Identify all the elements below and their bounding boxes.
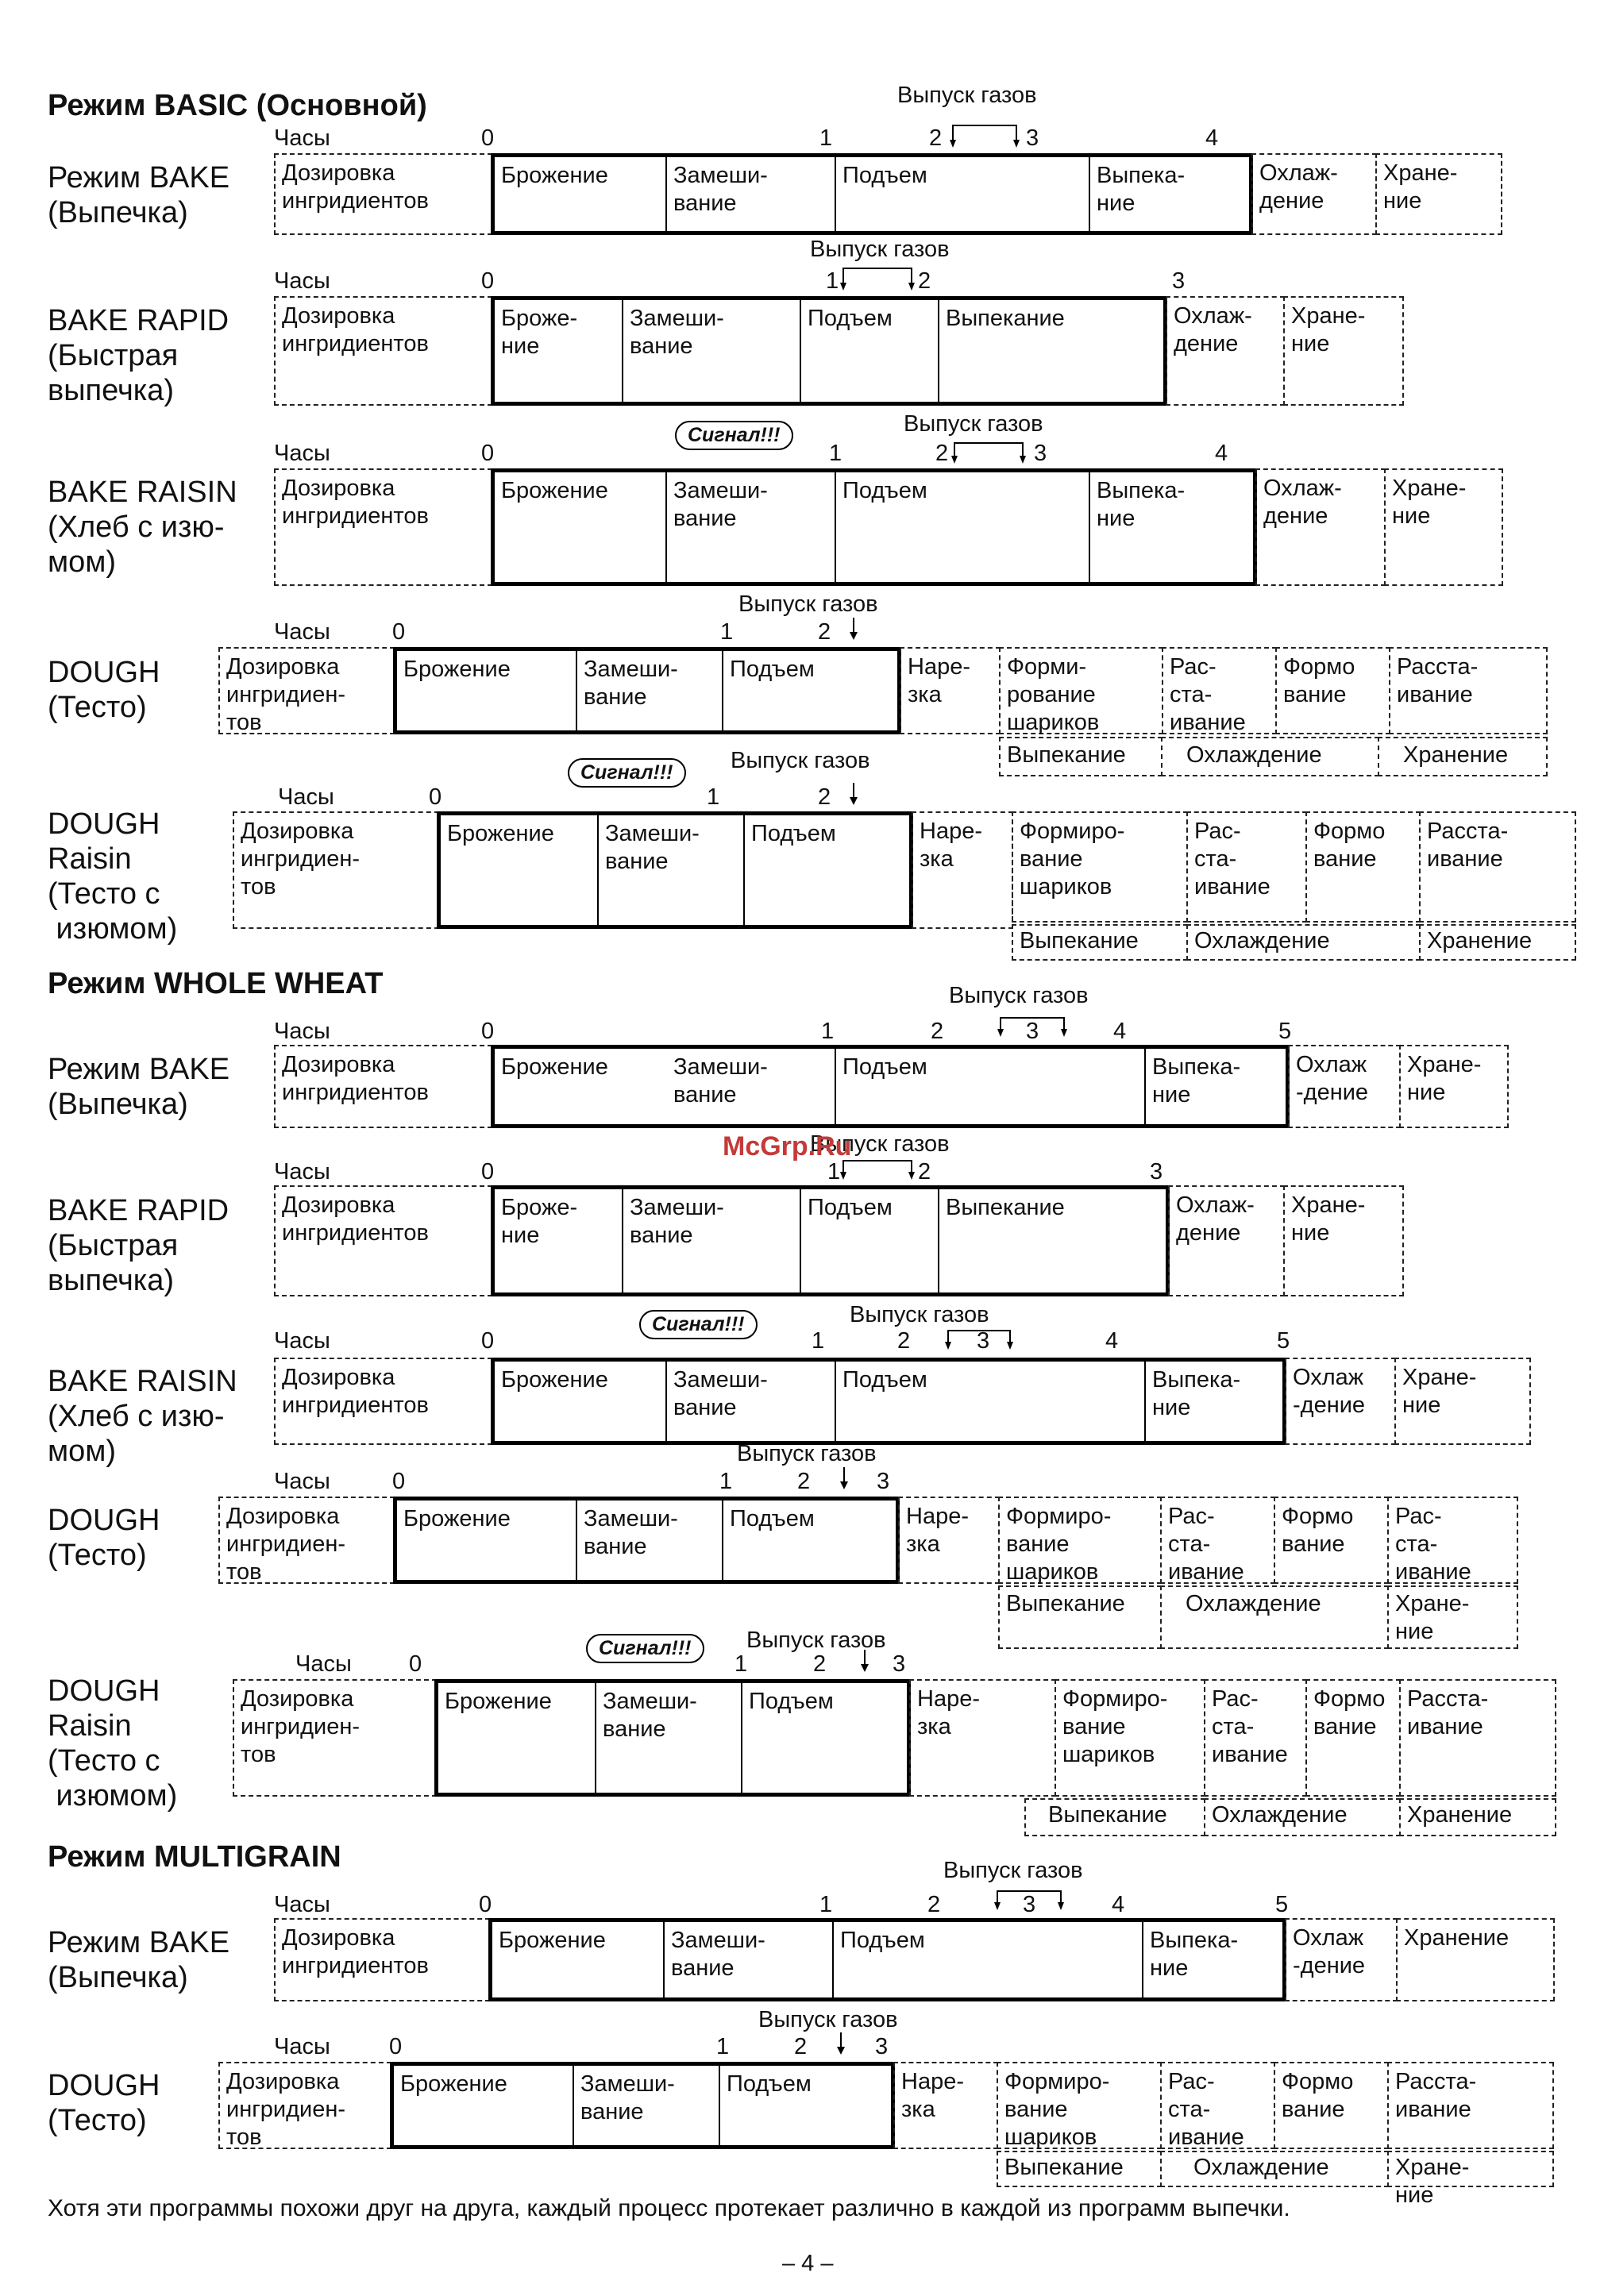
phase-cutting: Наре- зка: [909, 1679, 1056, 1797]
gas-release-arrow-icon: [994, 1013, 1070, 1042]
phase-fermentation: Брожение: [501, 1054, 608, 1080]
hour-mark: 2: [818, 619, 831, 645]
hour-mark: 2: [929, 125, 943, 151]
signal-bubble: Сигнал!!!: [586, 1634, 704, 1663]
phase-dosing: Дозировка ингридиен- тов: [233, 811, 439, 929]
hour-mark: 1: [829, 441, 842, 466]
hour-mark: 1: [707, 784, 720, 810]
hour-mark: 2: [818, 784, 831, 810]
phase-forming: Формо вание: [1274, 2062, 1389, 2149]
phase-baking-optional: Выпекание: [999, 737, 1163, 776]
hour-mark: 1: [827, 1159, 841, 1185]
phase-baking: Выпекание: [946, 306, 1065, 331]
row-label-basic-raisin: BAKE RAISIN (Хлеб с изю- мом): [48, 476, 237, 579]
hour-mark: 0: [481, 125, 495, 151]
main-cycle-box: [491, 1185, 1170, 1296]
hour-mark: 0: [392, 619, 406, 645]
hour-mark: 0: [392, 1469, 406, 1494]
hour-mark: 1: [826, 268, 839, 294]
hour-mark: 5: [1275, 1892, 1289, 1917]
gas-release-arrow-icon: [848, 781, 859, 807]
hour-mark: 0: [481, 1019, 495, 1044]
phase-dosing: Дозировка ингридиен- тов: [218, 2062, 391, 2149]
hour-mark: 3: [1026, 125, 1039, 151]
phase-proofing-2: Расста- ивание: [1419, 811, 1576, 923]
hour-mark: 2: [794, 2034, 808, 2059]
main-cycle-box: [491, 1358, 1286, 1445]
main-cycle-box: [491, 153, 1253, 235]
phase-storage: Хране- ние: [1375, 153, 1502, 235]
phase-baking-optional: Выпекание: [998, 1585, 1162, 1649]
hours-label: Часы: [274, 2034, 330, 2059]
gas-release-label: Выпуск газов: [943, 1858, 1083, 1883]
phase-fermentation: Броже- ние: [501, 306, 578, 359]
row-label-ww-rapid: BAKE RAPID (Быстрая выпечка): [48, 1194, 229, 1297]
gas-release-arrow-icon: [839, 1466, 850, 1491]
phase-baking: Выпека- ние: [1097, 163, 1186, 216]
phase-rise: Подъем: [840, 1928, 925, 1953]
hour-mark: 3: [1172, 268, 1186, 294]
phase-proofing: Рас- ста- ивание: [1160, 2062, 1275, 2149]
phase-storage: Хране- ние: [1283, 296, 1404, 406]
hour-mark: 4: [1105, 1328, 1119, 1354]
phase-rise: Подъем: [842, 163, 927, 188]
footnote: Хотя эти программы похожи друг на друга, каждый процесс протекает различно в каждой из программ выпечки.: [48, 2195, 1290, 2221]
phase-storage: Хране- ние: [1394, 1358, 1531, 1445]
hours-label: Часы: [274, 1328, 330, 1354]
phase-forming: Формо вание: [1275, 647, 1390, 734]
main-cycle-box: [491, 468, 1257, 586]
hour-mark: 1: [735, 1651, 748, 1677]
gas-release-arrow-icon: [835, 2031, 846, 2056]
hour-mark: 3: [1150, 1159, 1163, 1185]
gas-release-label: Выпуск газов: [746, 1628, 886, 1653]
section-heading-multigrain: Режим MULTIGRAIN: [48, 1840, 341, 1874]
phase-proofing-2: Расста- ивание: [1387, 2062, 1554, 2149]
phase-storage: Хране- ние: [1399, 1045, 1509, 1128]
phase-forming-balls: Формиро- вание шариков: [997, 2062, 1162, 2149]
phase-kneading: Замеши- вание: [603, 1689, 697, 1742]
gas-release-label: Выпуск газов: [850, 1302, 989, 1327]
section-heading-whole-wheat: Режим WHOLE WHEAT: [48, 967, 384, 1000]
phase-cooling-optional: Охлаждение: [1186, 924, 1421, 961]
main-cycle-box: [434, 1679, 911, 1797]
main-cycle-box: [488, 1918, 1286, 2001]
phase-kneading: Замеши- вание: [605, 821, 700, 874]
phase-kneading: Замеши- вание: [673, 478, 768, 531]
hour-mark: 4: [1113, 1019, 1127, 1044]
phase-storage: Хранение: [1396, 1918, 1555, 2001]
hour-mark: 3: [1026, 1019, 1039, 1044]
phase-baking: Выпека- ние: [1152, 1054, 1241, 1108]
phase-dosing: Дозировка ингридиен- тов: [218, 647, 395, 734]
gas-release-arrow-icon: [848, 616, 859, 641]
signal-bubble: Сигнал!!!: [675, 421, 793, 450]
hour-mark: 1: [812, 1328, 825, 1354]
hours-label: Часы: [278, 784, 334, 810]
row-label-mg-bake: Режим BAKE (Выпечка): [48, 1926, 230, 1994]
hour-mark: 1: [819, 1892, 833, 1917]
row-label-ww-dough-raisin: DOUGH Raisin (Тесто с изюмом): [48, 1674, 178, 1813]
phase-dosing: Дозировка ингридиентов: [274, 296, 492, 406]
phase-rise: Подъем: [727, 2071, 812, 2097]
gas-release-arrow-icon: [942, 1326, 1018, 1354]
phase-dosing: Дозировка ингридиентов: [274, 1185, 492, 1296]
phase-kneading: Замеши- вание: [630, 1195, 724, 1248]
phase-cooling-optional: Охлаждение: [1160, 2151, 1389, 2187]
phase-dosing: Дозировка ингридиен- тов: [218, 1497, 395, 1584]
hours-label: Часы: [295, 1651, 352, 1677]
phase-rise: Подъем: [808, 1195, 893, 1220]
hour-mark: 1: [719, 1469, 733, 1494]
phase-kneading: Замеши- вание: [673, 1054, 768, 1108]
phase-baking-optional: Выпекание: [997, 2151, 1162, 2187]
hours-label: Часы: [274, 1892, 330, 1917]
phase-cutting: Наре- зка: [912, 811, 1013, 929]
hour-mark: 3: [1023, 1892, 1036, 1917]
gas-release-arrow-icon: [840, 264, 916, 295]
hour-mark: 3: [893, 1651, 906, 1677]
gas-release-label: Выпуск газов: [737, 1441, 877, 1466]
phase-cooling: Охлаж- дение: [1168, 1185, 1285, 1296]
hour-mark: 2: [813, 1651, 827, 1677]
main-cycle-box: [390, 2062, 895, 2149]
row-label-ww-raisin: BAKE RAISIN (Хлеб с изю- мом): [48, 1365, 237, 1468]
phase-fermentation: Брожение: [501, 163, 608, 188]
hour-mark: 3: [1034, 441, 1047, 466]
phase-baking: Выпека- ние: [1097, 478, 1186, 531]
row-label-ww-dough: DOUGH (Тесто): [48, 1504, 160, 1572]
hour-mark: 0: [389, 2034, 403, 2059]
gas-release-label: Выпуск газов: [810, 1131, 950, 1157]
main-cycle-box: [393, 1497, 900, 1584]
phase-dosing: Дозировка ингридиентов: [274, 1358, 492, 1445]
hours-label: Часы: [274, 1159, 330, 1185]
hour-mark: 1: [716, 2034, 730, 2059]
phase-baking: Выпека- ние: [1150, 1928, 1239, 1981]
phase-fermentation: Брожение: [447, 821, 554, 846]
hours-label: Часы: [274, 1019, 330, 1044]
phase-rise: Подъем: [842, 1054, 927, 1080]
hour-mark: 3: [875, 2034, 889, 2059]
phase-baking: Выпека- ние: [1152, 1367, 1241, 1420]
phase-fermentation: Брожение: [403, 1506, 511, 1531]
gas-release-arrow-icon: [951, 438, 1029, 467]
page-number: – 4 –: [782, 2251, 834, 2276]
row-label-ww-bake: Режим BAKE (Выпечка): [48, 1053, 230, 1121]
phase-fermentation: Брожение: [501, 478, 608, 503]
phase-proofing-2: Расста- ивание: [1399, 1679, 1556, 1797]
hour-mark: 1: [720, 619, 734, 645]
phase-forming-balls: Формиро- вание шариков: [1055, 1679, 1205, 1797]
phase-proofing-2: Рас- ста- ивание: [1387, 1497, 1518, 1584]
phase-kneading: Замеши- вание: [584, 657, 678, 710]
phase-storage: Хране- ние: [1283, 1185, 1404, 1296]
hour-mark: 1: [821, 1019, 835, 1044]
hour-mark: 0: [429, 784, 442, 810]
row-label-basic-rapid: BAKE RAPID (Быстрая выпечка): [48, 304, 229, 407]
phase-kneading: Замеши- вание: [580, 2071, 675, 2125]
phase-fermentation: Брожение: [499, 1928, 606, 1953]
hour-mark: 4: [1205, 125, 1219, 151]
phase-rise: Подъем: [842, 478, 927, 503]
main-cycle-box: [437, 811, 913, 929]
hour-mark: 0: [409, 1651, 422, 1677]
gas-release-label: Выпуск газов: [810, 237, 950, 262]
main-cycle-box: [491, 296, 1167, 406]
phase-storage-optional: Хране- ние: [1387, 2151, 1554, 2187]
phase-cutting: Наре- зка: [893, 2062, 998, 2149]
phase-proofing-2: Расста- ивание: [1389, 647, 1548, 734]
hour-mark: 3: [977, 1328, 990, 1354]
row-label-mg-dough: DOUGH (Тесто): [48, 2069, 160, 2137]
phase-baking-optional: Выпекание: [1012, 924, 1188, 961]
signal-bubble: Сигнал!!!: [639, 1310, 758, 1339]
gas-release-label: Выпуск газов: [738, 591, 878, 617]
hours-label: Часы: [274, 125, 330, 151]
phase-forming-balls: Форми- рование шариков: [999, 647, 1163, 734]
phase-cooling-optional: Охлаждение: [1160, 1585, 1389, 1649]
hour-mark: 0: [481, 1159, 495, 1185]
gas-release-arrow-icon: [859, 1648, 870, 1674]
hour-mark: 4: [1215, 441, 1228, 466]
hours-label: Часы: [274, 441, 330, 466]
phase-rise: Подъем: [751, 821, 836, 846]
hours-label: Часы: [274, 1469, 330, 1494]
hour-mark: 4: [1112, 1892, 1125, 1917]
phase-rise: Подъем: [808, 306, 893, 331]
phase-rise: Подъем: [730, 1506, 815, 1531]
hour-mark: 2: [918, 268, 931, 294]
phase-cutting: Наре- зка: [900, 647, 1001, 734]
phase-baking: Выпекание: [946, 1195, 1065, 1220]
phase-storage-optional: Хранение: [1378, 737, 1548, 776]
hour-mark: 2: [927, 1892, 941, 1917]
row-label-basic-bake: Режим BAKE (Выпечка): [48, 161, 230, 229]
hour-mark: 2: [931, 1019, 944, 1044]
phase-cooling: Охлаж -дение: [1285, 1918, 1398, 2001]
main-cycle-box: [491, 1045, 1290, 1128]
phase-kneading: Замеши- вание: [673, 163, 768, 216]
phase-dosing: Дозировка ингридиентов: [274, 153, 492, 235]
hour-mark: 1: [819, 125, 833, 151]
watermark: McGrp.Ru: [723, 1131, 852, 1161]
phase-cooling: Охлаж- дение: [1166, 296, 1285, 406]
hour-mark: 5: [1278, 1019, 1292, 1044]
hour-mark: 2: [897, 1328, 911, 1354]
phase-proofing: Рас- ста- ивание: [1162, 647, 1277, 734]
phase-forming-balls: Формиро- вание шариков: [998, 1497, 1162, 1584]
phase-rise: Подъем: [749, 1689, 834, 1714]
hour-mark: 0: [481, 268, 495, 294]
hour-mark: 0: [481, 1328, 495, 1354]
hour-mark: 2: [935, 441, 949, 466]
phase-fermentation: Брожение: [403, 657, 511, 682]
gas-release-arrow-icon: [991, 1886, 1067, 1915]
phase-dosing: Дозировка ингридиентов: [274, 1918, 490, 2001]
phase-dosing: Дозировка ингридиентов: [274, 1045, 492, 1128]
phase-fermentation: Броже- ние: [501, 1195, 578, 1248]
phase-rise: Подъем: [730, 657, 815, 682]
phase-baking-optional: Выпекание: [1024, 1798, 1205, 1836]
gas-release-label: Выпуск газов: [897, 83, 1037, 108]
phase-storage-optional: Хране- ние: [1387, 1585, 1518, 1649]
phase-forming: Формо вание: [1305, 1679, 1401, 1797]
gas-release-arrow-icon: [950, 121, 1021, 152]
phase-cooling: Охлаж- дение: [1255, 468, 1386, 586]
hours-label: Часы: [274, 268, 330, 294]
phase-cutting: Наре- зка: [898, 1497, 1000, 1584]
phase-kneading: Замеши- вание: [630, 306, 724, 359]
phase-dosing: Дозировка ингридиен- тов: [233, 1679, 437, 1797]
hour-mark: 2: [797, 1469, 811, 1494]
gas-release-label: Выпуск газов: [731, 748, 870, 773]
phase-forming: Формо вание: [1305, 811, 1421, 923]
phase-fermentation: Брожение: [445, 1689, 552, 1714]
hour-mark: 0: [481, 441, 495, 466]
phase-storage-optional: Хранение: [1399, 1798, 1556, 1836]
hour-mark: 3: [877, 1469, 890, 1494]
section-heading-basic: Режим BASIC (Основной): [48, 89, 427, 122]
phase-kneading: Замеши- вание: [673, 1367, 768, 1420]
phase-kneading: Замеши- вание: [671, 1928, 765, 1981]
main-cycle-box: [393, 647, 901, 734]
phase-cooling: Охлаж- дение: [1251, 153, 1377, 235]
signal-bubble: Сигнал!!!: [568, 758, 686, 788]
phase-storage-optional: Хранение: [1419, 924, 1576, 961]
phase-cooling-optional: Охлаждение: [1161, 737, 1379, 776]
gas-release-label: Выпуск газов: [949, 983, 1089, 1008]
gas-release-label: Выпуск газов: [904, 411, 1043, 437]
phase-rise: Подъем: [842, 1367, 927, 1393]
phase-cooling: Охлаж -дение: [1285, 1358, 1396, 1445]
phase-kneading: Замеши- вание: [584, 1506, 678, 1559]
row-label-basic-dough-raisin: DOUGH Raisin (Тесто с изюмом): [48, 807, 178, 946]
gas-release-label: Выпуск газов: [758, 2007, 898, 2032]
phase-fermentation: Брожение: [501, 1367, 608, 1393]
hour-mark: 0: [479, 1892, 492, 1917]
phase-cooling: Охлаж -дение: [1288, 1045, 1401, 1128]
phase-proofing: Рас- ста- ивание: [1186, 811, 1307, 923]
hour-mark: 2: [918, 1159, 931, 1185]
phase-storage: Хране- ние: [1384, 468, 1503, 586]
phase-dosing: Дозировка ингридиентов: [274, 468, 492, 586]
phase-forming: Формо вание: [1274, 1497, 1389, 1584]
phase-proofing: Рас- ста- ивание: [1160, 1497, 1275, 1584]
phase-fermentation: Брожение: [400, 2071, 507, 2097]
phase-proofing: Рас- ста- ивание: [1204, 1679, 1307, 1797]
row-label-basic-dough: DOUGH (Тесто): [48, 656, 160, 724]
hour-mark: 5: [1277, 1328, 1290, 1354]
phase-forming-balls: Формиро- вание шариков: [1012, 811, 1188, 923]
hours-label: Часы: [274, 619, 330, 645]
phase-cooling-optional: Охлаждение: [1204, 1798, 1401, 1836]
